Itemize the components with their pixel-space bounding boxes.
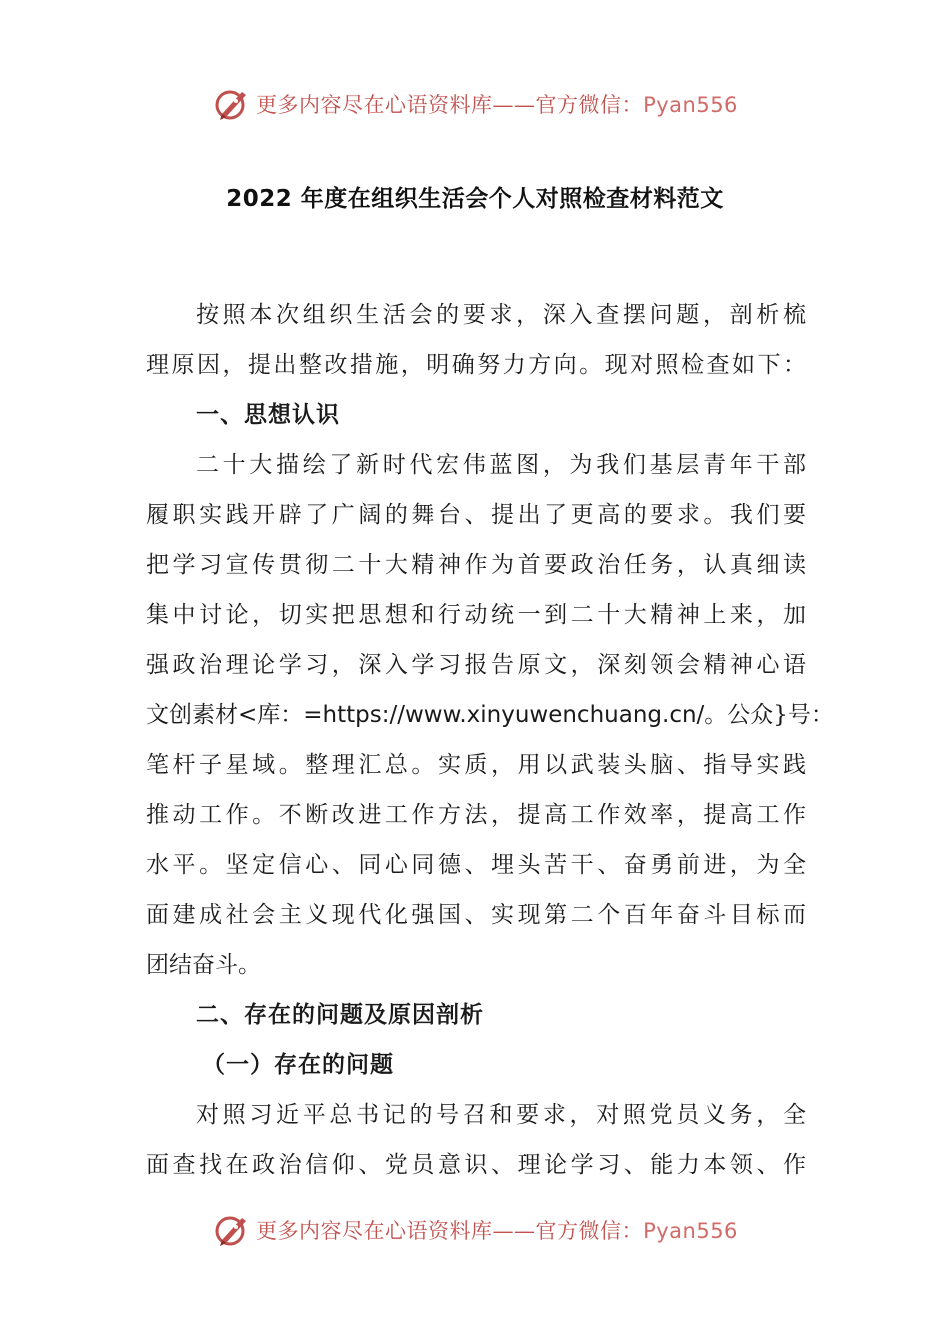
body-line: 推动工作。不断改进工作方法，提高工作效率，提高工作 [146, 802, 806, 828]
watermark-banner-top [0, 84, 950, 124]
section-heading: 二、存在的问题及原因剖析 [196, 1002, 484, 1028]
watermark-text: 更多内容尽在心语资料库——官方微信：Pyan556 [256, 93, 738, 117]
body-line: 面建成社会主义现代化强国、实现第二个百年奋斗目标而 [146, 902, 806, 928]
section-heading: 一、思想认识 [196, 402, 340, 428]
url-text: =https://www.xinyuwenchuang.cn/ [303, 702, 705, 728]
body-line: 笔杆子星域。整理汇总。实质，用以武装头脑、指导实践 [146, 752, 806, 778]
body-line: 集中讨论，切实把思想和行动统一到二十大精神上来，加 [146, 602, 806, 628]
pen-logo-icon [212, 1210, 252, 1250]
document-body [146, 290, 834, 1190]
watermark-text: 更多内容尽在心语资料库——官方微信：Pyan556 [256, 1219, 738, 1243]
body-line: 对照习近平总书记的号召和要求，对照党员义务，全 [196, 1102, 806, 1128]
body-line: 二十大描绘了新时代宏伟蓝图，为我们基层青年干部 [196, 452, 806, 478]
body-line: 水平。坚定信心、同心同德、埋头苦干、奋勇前进，为全 [146, 852, 806, 878]
body-line: 履职实践开辟了广阔的舞台、提出了更高的要求。我们要 [146, 502, 806, 528]
document-title: 2022 年度在组织生活会个人对照检查材料范文 [226, 186, 724, 212]
body-line: 面查找在政治信仰、党员意识、理论学习、能力本领、作 [146, 1152, 806, 1178]
body-line: 团结奋斗。 [146, 952, 261, 978]
body-line: 把学习宣传贯彻二十大精神作为首要政治任务，认真细读 [146, 552, 806, 578]
body-line-with-url: 文创素材<库：=https://www.xinyuwenchuang.cn/。公众}号： [146, 702, 834, 728]
body-line: 理原因，提出整改措施，明确努力方向。现对照检查如下： [146, 352, 806, 378]
body-line: 强政治理论学习，深入学习报告原文，深刻领会精神心语 [146, 652, 806, 678]
body-line: 按照本次组织生活会的要求，深入查摆问题，剖析梳 [196, 302, 806, 328]
pen-logo-icon [212, 84, 252, 124]
subsection-heading: （一）存在的问题 [202, 1052, 394, 1078]
watermark-banner-bottom [0, 1210, 950, 1250]
